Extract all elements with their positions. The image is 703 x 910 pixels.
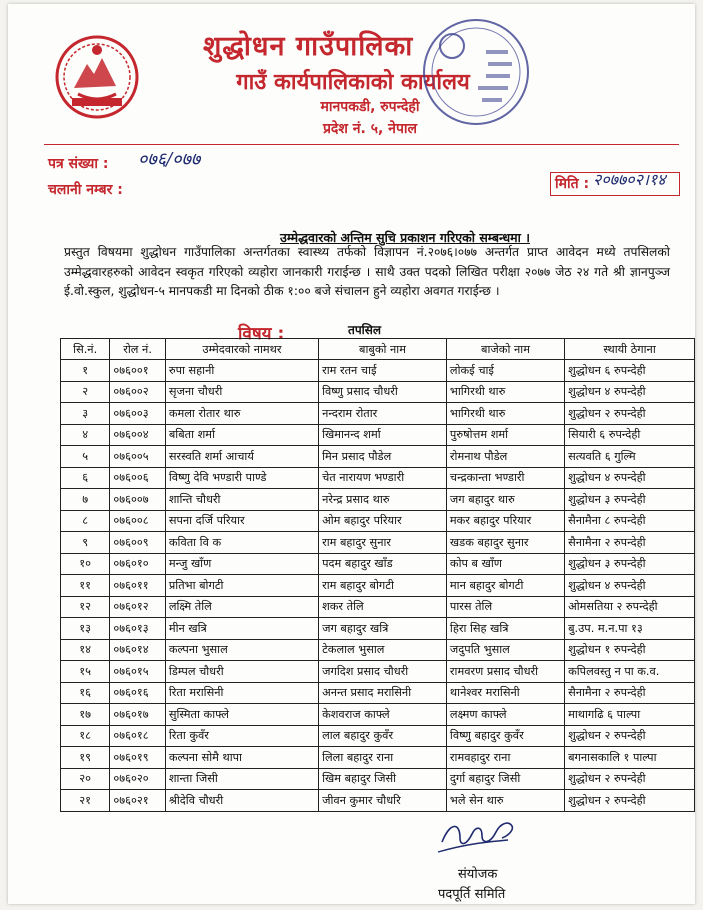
cell-address: ओमसतिया २ रुपन्देही: [565, 596, 695, 618]
cell-sn: ७: [61, 489, 110, 511]
cell-father-name: ओम बहादुर परियार: [319, 510, 447, 532]
cell-father-name: लाल बहादुर कुवँर: [319, 725, 447, 747]
cell-candidate-name: लक्ष्मि तेलि: [165, 596, 318, 618]
header-grandfather-name: बाजेको नाम: [446, 339, 564, 360]
patra-label: पत्र संख्या :: [48, 156, 109, 172]
cell-father-name: राम बहादुर बोगटी: [319, 575, 447, 597]
cell-grandfather-name: रोमनाथ पौडेल: [446, 446, 564, 468]
cell-sn: १७: [61, 704, 110, 726]
cell-father-name: खिम बहादुर जिसी: [319, 768, 447, 790]
table-row: [61, 510, 695, 532]
cell-roll: ०७६००४: [110, 424, 166, 446]
cell-candidate-name: रिता मरासिनी: [165, 682, 318, 704]
header-sn: सि.नं.: [61, 339, 110, 360]
table-row: [61, 768, 695, 790]
cell-sn: ५: [61, 446, 110, 468]
cell-roll: ०७६०१४: [110, 639, 166, 661]
cell-roll: ०७६०१०: [110, 553, 166, 575]
header-father-name: बाबुको नाम: [319, 339, 447, 360]
cell-roll: ०७६०१३: [110, 618, 166, 640]
signatory-committee: पदपूर्ति समिति: [438, 887, 506, 902]
cell-sn: १२: [61, 596, 110, 618]
office-seal-stamp: [416, 12, 536, 132]
table-row: [61, 424, 695, 446]
cell-roll: ०७६०१२: [110, 596, 166, 618]
cell-father-name: राम रतन चाई: [319, 360, 447, 382]
table-row: [61, 596, 695, 618]
cell-father-name: खिमानन्द शर्मा: [319, 424, 447, 446]
cell-sn: २: [61, 381, 110, 403]
cell-roll: ०७६०१५: [110, 661, 166, 683]
cell-father-name: नन्दराम रोतार: [319, 403, 447, 425]
cell-address: शुद्धोधन ४ रुपन्देही: [565, 575, 695, 597]
cell-address: सत्यवति ६ गुल्मि: [565, 446, 695, 468]
cell-sn: १०: [61, 553, 110, 575]
cell-candidate-name: कविता वि क: [165, 532, 318, 554]
cell-candidate-name: कल्पना भुसाल: [165, 639, 318, 661]
table-row: [61, 682, 695, 704]
table-row: [61, 639, 695, 661]
cell-candidate-name: मन्जु खाँण: [165, 553, 318, 575]
cell-roll: ०७६००५: [110, 446, 166, 468]
table-body: [61, 360, 695, 812]
cell-grandfather-name: जदुपति भुसाल: [446, 639, 564, 661]
cell-candidate-name: शान्ति चौधरी: [165, 489, 318, 511]
cell-address: शुद्धोधन २ रुपन्देही: [565, 790, 695, 812]
cell-grandfather-name: रामवहादुर राना: [446, 747, 564, 769]
nepal-emblem-icon: [54, 34, 140, 120]
cell-father-name: जीवन कुमार चौधरि: [319, 790, 447, 812]
cell-candidate-name: कल्पना सोमै थापा: [165, 747, 318, 769]
cell-sn: ९: [61, 532, 110, 554]
letter-page: [8, 4, 695, 904]
cell-candidate-name: डिम्पल चौधरी: [165, 661, 318, 683]
cell-candidate-name: मीन खत्रि: [165, 618, 318, 640]
cell-father-name: विष्णु प्रसाद चौधरी: [319, 381, 447, 403]
cell-candidate-name: सुस्मिता काफ्ले: [165, 704, 318, 726]
cell-grandfather-name: पुरुषोत्तम शर्मा: [446, 424, 564, 446]
cell-candidate-name: प्रतिभा बोगटी: [165, 575, 318, 597]
cell-candidate-name: सृजना चौधरी: [165, 381, 318, 403]
letter-subject: उम्मेद्धवारको अन्तिम सुचि प्रकाशन गरिएको सम्बन्धमा ।: [280, 230, 530, 245]
table-row: [61, 381, 695, 403]
cell-sn: ३: [61, 403, 110, 425]
cell-father-name: टेकलाल भुसाल: [319, 639, 447, 661]
cell-candidate-name: रुपा सहानी: [165, 360, 318, 382]
table-row: [61, 489, 695, 511]
cell-candidate-name: रिता कुवँर: [165, 725, 318, 747]
table-row: [61, 575, 695, 597]
cell-address: शुद्धोधन २ रुपन्देही: [565, 403, 695, 425]
cell-roll: ०७६००७: [110, 489, 166, 511]
cell-grandfather-name: लक्ष्मण काफ्ले: [446, 704, 564, 726]
table-row: [61, 467, 695, 489]
cell-grandfather-name: थानेश्वर मरासिनी: [446, 682, 564, 704]
cell-roll: ०७६०१७: [110, 704, 166, 726]
candidate-table: [60, 338, 695, 812]
cell-sn: १८: [61, 725, 110, 747]
office-address: मानपकडी, रुपन्देही: [320, 99, 420, 115]
signature-scribble: [436, 812, 518, 860]
cell-candidate-name: सपना दर्जि परियार: [165, 510, 318, 532]
cell-roll: ०७६००३: [110, 403, 166, 425]
table-row: [61, 360, 695, 382]
cell-grandfather-name: भागिरथी थारु: [446, 381, 564, 403]
cell-candidate-name: शान्ता जिसी: [165, 768, 318, 790]
cell-address: शुद्धोधन ४ रुपन्देही: [565, 381, 695, 403]
cell-roll: ०७६००९: [110, 532, 166, 554]
cell-candidate-name: बबिता शर्मा: [165, 424, 318, 446]
cell-address: सैनामैना २ रुपन्देही: [565, 532, 695, 554]
cell-grandfather-name: पारस तेलि: [446, 596, 564, 618]
cell-sn: १: [61, 360, 110, 382]
cell-grandfather-name: चन्द्रकान्ता भण्डारी: [446, 467, 564, 489]
cell-address: सैनामैना २ रुपन्देही: [565, 682, 695, 704]
cell-roll: ०७६०२१: [110, 790, 166, 812]
cell-address: सैनामैना ८ रुपन्देही: [565, 510, 695, 532]
table-header-row: [61, 339, 695, 360]
cell-grandfather-name: हिरा सिह खत्रि: [446, 618, 564, 640]
table-row: [61, 532, 695, 554]
cell-roll: ०७६०१९: [110, 747, 166, 769]
cell-roll: ०७६०११: [110, 575, 166, 597]
cell-address: बगनासकालि १ पाल्पा: [565, 747, 695, 769]
cell-sn: ८: [61, 510, 110, 532]
cell-sn: १३: [61, 618, 110, 640]
cell-father-name: नरेन्द्र प्रसाद थारु: [319, 489, 447, 511]
cell-sn: ६: [61, 467, 110, 489]
cell-grandfather-name: मकर बहादुर परियार: [446, 510, 564, 532]
header-roll: रोल नं.: [110, 339, 166, 360]
cell-address: बु.उप. म.न.पा १३: [565, 618, 695, 640]
bishaya-label: विषय :: [238, 324, 285, 344]
cell-father-name: शकर तेलि: [319, 596, 447, 618]
cell-father-name: पदम बहादुर खाँड: [319, 553, 447, 575]
patra-value: ०७६/०७७: [138, 149, 201, 170]
table-row: [61, 747, 695, 769]
cell-roll: ०७६००१: [110, 360, 166, 382]
cell-grandfather-name: दुर्गा बहादुर जिसी: [446, 768, 564, 790]
cell-roll: ०७६०२०: [110, 768, 166, 790]
header-candidate-name: उम्मेदवारको नामथर: [165, 339, 318, 360]
cell-father-name: चेत नारायण भण्डारी: [319, 467, 447, 489]
cell-address: शुद्धोधन ४ रुपन्देही: [565, 467, 695, 489]
cell-sn: २१: [61, 790, 110, 812]
cell-address: कपिलवस्तु न पा क.व.: [565, 661, 695, 683]
cell-sn: ११: [61, 575, 110, 597]
chalani-label: चलानी नम्बर :: [48, 182, 123, 198]
cell-grandfather-name: भले सेन थारु: [446, 790, 564, 812]
cell-father-name: मिन प्रसाद पौडेल: [319, 446, 447, 468]
table-row: [61, 704, 695, 726]
cell-roll: ०७६००६: [110, 467, 166, 489]
cell-sn: १५: [61, 661, 110, 683]
cell-father-name: लिला बहादुर राना: [319, 747, 447, 769]
cell-grandfather-name: भागिरथी थारु: [446, 403, 564, 425]
cell-roll: ०७६००८: [110, 510, 166, 532]
cell-roll: ०७६०१६: [110, 682, 166, 704]
table-row: [61, 661, 695, 683]
cell-father-name: केशवराज काफ्ले: [319, 704, 447, 726]
miti-value: २०७७०२।१४: [593, 170, 666, 189]
cell-father-name: जगदिश प्रसाद चौधरी: [319, 661, 447, 683]
table-row: [61, 790, 695, 812]
signatory-role: संयोजक: [458, 867, 498, 882]
cell-grandfather-name: रामवरण प्रसाद चौधरी: [446, 661, 564, 683]
cell-grandfather-name: लोकई चाई: [446, 360, 564, 382]
cell-grandfather-name: मान बहादुर बोगटी: [446, 575, 564, 597]
cell-candidate-name: कमला रोतार थारु: [165, 403, 318, 425]
cell-address: शुद्धोधन २ रुपन्देही: [565, 768, 695, 790]
table-row: [61, 618, 695, 640]
cell-address: सियारी ६ रुपन्देही: [565, 424, 695, 446]
cell-candidate-name: श्रीदेवि चौधरी: [165, 790, 318, 812]
office-province: प्रदेश नं. ५, नेपाल: [322, 121, 418, 137]
cell-address: शुद्धोधन १ रुपन्देही: [565, 639, 695, 661]
table-row: [61, 553, 695, 575]
header-divider: [44, 144, 679, 145]
cell-roll: ०७६०१८: [110, 725, 166, 747]
cell-grandfather-name: खडक बहादुर सुनार: [446, 532, 564, 554]
cell-father-name: अनन्त प्रसाद मरासिनी: [319, 682, 447, 704]
cell-candidate-name: सरस्वति शर्मा आचार्य: [165, 446, 318, 468]
cell-address: शुद्धोधन ३ रुपन्देही: [565, 489, 695, 511]
cell-grandfather-name: विष्णु बहादुर कुवँर: [446, 725, 564, 747]
miti-label: मिति :: [555, 176, 590, 192]
table-row: [61, 725, 695, 747]
cell-grandfather-name: जग बहादुर थारु: [446, 489, 564, 511]
table-row: [61, 403, 695, 425]
cell-grandfather-name: कोप ब खाँण: [446, 553, 564, 575]
cell-candidate-name: विष्णु देवि भण्डारी पाण्डे: [165, 467, 318, 489]
office-title: शुद्धोधन गाउँपालिका: [203, 31, 414, 62]
cell-father-name: राम बहादुर सुनार: [319, 532, 447, 554]
cell-sn: २०: [61, 768, 110, 790]
letter-body: प्रस्तुत विषयमा शुद्धोधन गाउँपालिका अन्तर्गतका स्वास्थ्य तर्फको विज्ञापन नं.२०७६।०७७ अन्तर्गत प्राप्त आवेदन मध्ये तपसिलको उम्मेद्धवारहरुको आवेदन स्वकृत गरिएको व्यहोरा जानकारी गराईन्छ । साथै उक्त पदको लिखित परीक्षा २०७७ जेठ २४ गते श्री ज्ञानपुञ्ज ई.वो.स्कुल, शुद्धोधन-५ मानपकडी मा दिनको ठीक १:०० बजे संचालन हुने व्यहोरा अवगत गराईन्छ ।: [64, 245, 670, 298]
cell-sn: १६: [61, 682, 110, 704]
tapsil-label: तपसिल: [348, 323, 382, 337]
cell-sn: ४: [61, 424, 110, 446]
cell-roll: ०७६००२: [110, 381, 166, 403]
office-subtitle: गाउँ कार्यपालिकाको कार्यालय: [236, 70, 470, 95]
header-address: स्थायी ठेगाना: [565, 339, 695, 360]
cell-address: शुद्धोधन ३ रुपन्देही: [565, 553, 695, 575]
cell-sn: १९: [61, 747, 110, 769]
cell-address: माथागढि ६ पाल्पा: [565, 704, 695, 726]
cell-address: शुद्धोधन ६ रुपन्देही: [565, 360, 695, 382]
table-row: [61, 446, 695, 468]
cell-father-name: जग बहादुर खत्रि: [319, 618, 447, 640]
cell-sn: १४: [61, 639, 110, 661]
cell-address: शुद्धोधन २ रुपन्देही: [565, 725, 695, 747]
